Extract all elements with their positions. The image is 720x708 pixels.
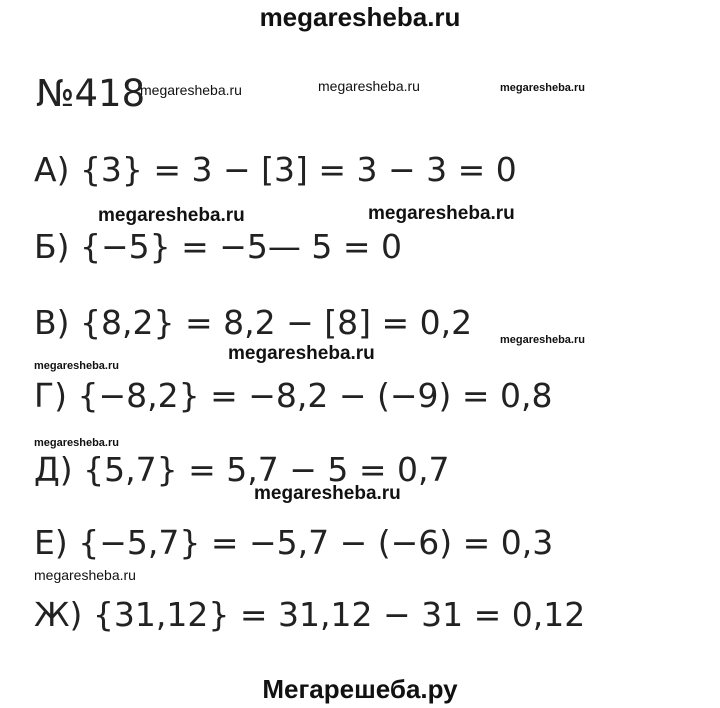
solution-line-zh: Ж) {31,12} = 31,12 − 31 = 0,12 xyxy=(34,595,586,634)
watermark: megaresheba.ru xyxy=(34,567,136,583)
watermark: megaresheba.ru xyxy=(34,437,119,449)
footer-site-title: Мегарешеба.ру xyxy=(262,674,458,704)
watermark: megaresheba.ru xyxy=(368,203,515,224)
solution-line-g: Г) {−8,2} = −8,2 − (−9) = 0,8 xyxy=(34,376,553,415)
watermark: megaresheba.ru xyxy=(34,360,119,372)
solution-line-v: В) {8,2} = 8,2 − [8] = 0,2 xyxy=(34,303,473,342)
watermark: megaresheba.ru xyxy=(500,82,585,94)
watermark: megaresheba.ru xyxy=(318,78,420,94)
watermark: megaresheba.ru xyxy=(140,82,242,98)
watermark: megaresheba.ru xyxy=(254,483,401,504)
problem-number: №418 xyxy=(36,72,146,115)
solution-line-e: Е) {−5,7} = −5,7 − (−6) = 0,3 xyxy=(34,523,554,562)
watermark: megaresheba.ru xyxy=(228,343,375,364)
solution-line-b: Б) {−5} = −5— 5 = 0 xyxy=(34,227,403,266)
header-site-title: megaresheba.ru xyxy=(259,2,461,32)
solution-line-d: Д) {5,7} = 5,7 − 5 = 0,7 xyxy=(34,450,450,489)
watermark: megaresheba.ru xyxy=(500,334,585,346)
watermark: megaresheba.ru xyxy=(98,205,245,226)
solution-line-a: А) {3} = 3 − [3] = 3 − 3 = 0 xyxy=(34,150,517,189)
